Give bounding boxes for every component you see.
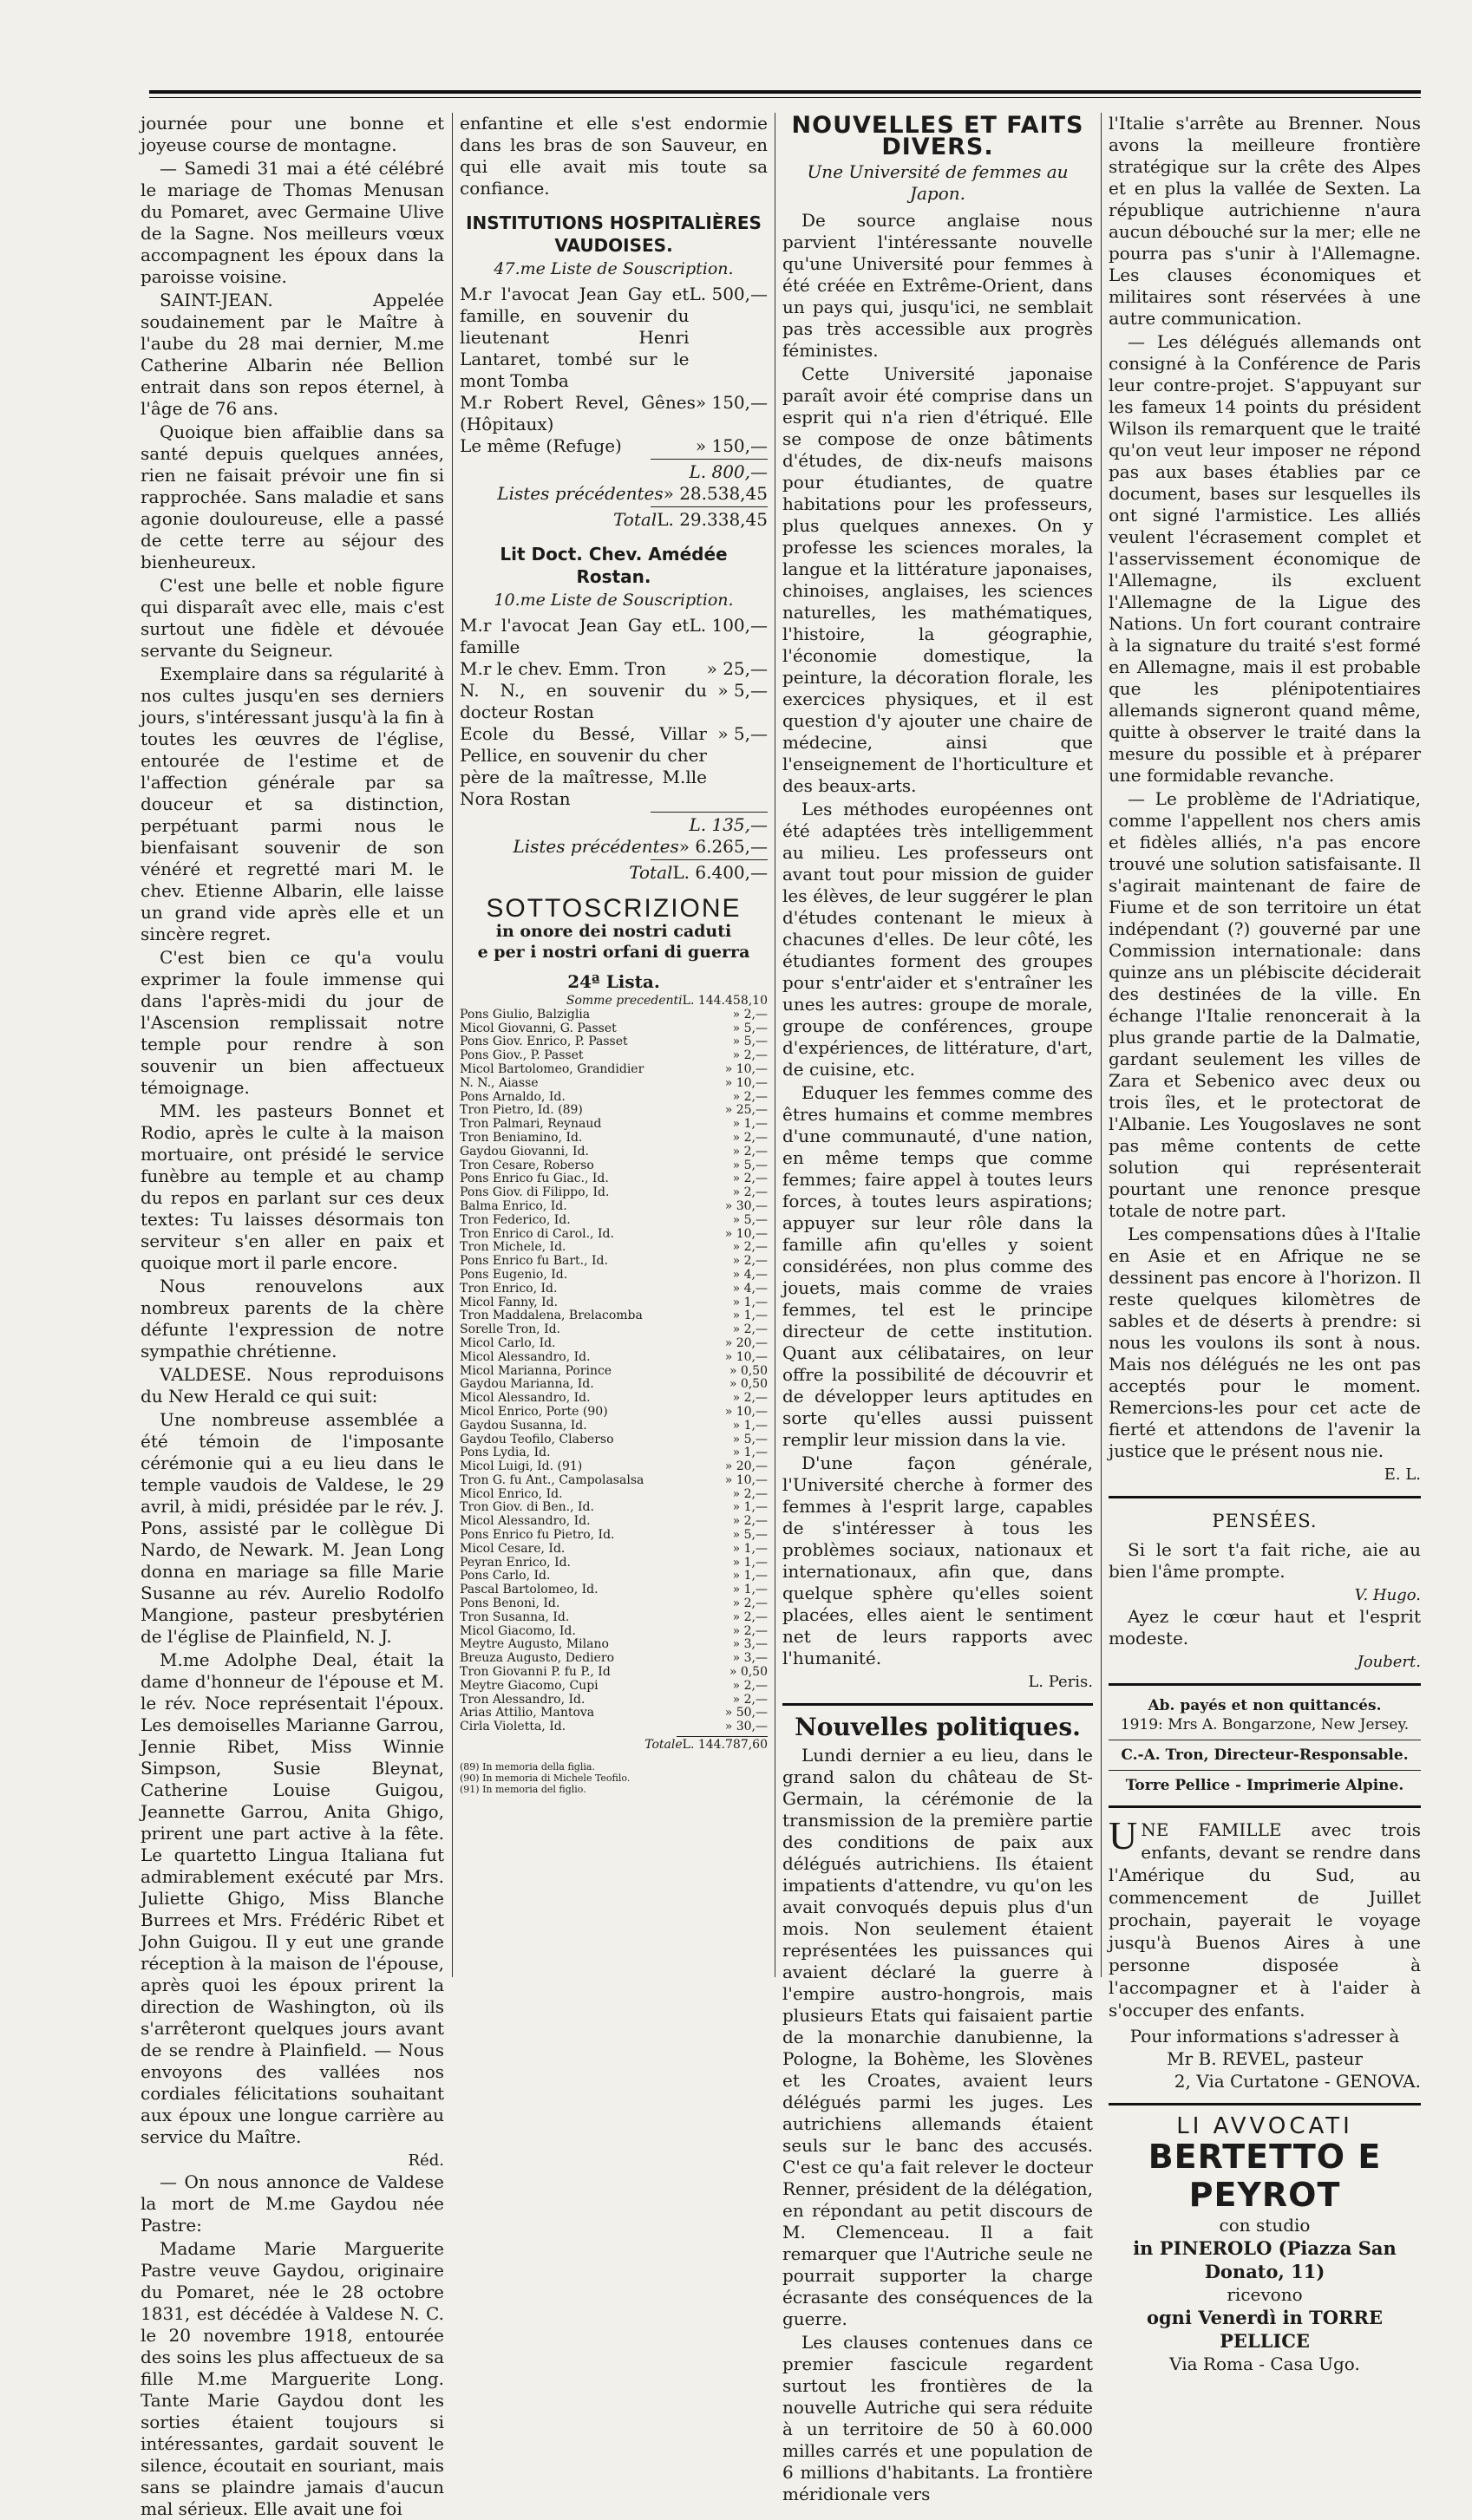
ad-info: Pour informations s'adresser à [1129,2026,1400,2047]
paragraph: VALDESE. Nous reproduisons du New Herald ce qui suit: [141,1364,444,1407]
donor-amount: » 2,— [732,1391,768,1406]
paragraph: D'une façon générale, l'Université cherche à former des femmes à l'esprit large, capables de s'intéresser à tous les problèmes sociaux, nationaux et internationaux, afin que, dans quelque sphère qu'elles soient placées, elles aient le sentiment net de leurs rapports avec l'humanité. [782,1453,1093,1668]
list-item: Le même (Refuge) » 150,— [460,435,768,456]
donor-row [460,1515,768,1529]
donor-name: Micol Luigi, Id. (91) [460,1459,583,1474]
paragraph: Les compensations dûes à l'Italie en Asie et en Afrique ne se dessinent pas encore à l'horizon. Il reste quelques kilomètres de sables et de déserts à prendre: si nous les voulons ils sont à nous. Mais nos délégués ne les ont pas acceptés pour le moment. Remercions-les pour cet acte de fierté et attendons de l'avenir la justice que le présent nous nie. [1109,1224,1421,1461]
section-heading: PENSÉES. [1212,1511,1318,1531]
donor-name: Micol Alessandro, Id. [460,1391,591,1406]
donor-amount: » 2,— [732,1322,768,1337]
donor-row [460,1022,768,1036]
donor-name: Tron Cesare, Roberso [460,1158,594,1172]
donor-row [460,1118,768,1132]
sum-rule [651,859,768,860]
donor-row [460,1460,768,1474]
donor-name: Gaydou Giovanni, Id. [460,1144,589,1159]
donor-amount: » 1,— [732,1295,768,1309]
section-heading: INSTITUTIONS HOSPITALIÈRES VAUDOISES. [466,212,762,256]
previous-sums: Somme precedenti L. 144.458,10 [566,994,768,1008]
donor-name: Pascal Bartolomeo, Id. [460,1583,599,1597]
donor-name: Pons Giov. Enrico, P. Passet [460,1035,628,1049]
donor-row [460,1392,768,1406]
donor-amount: » 1,— [732,1117,768,1132]
donor-name: Tron Michele, Id. [460,1240,566,1255]
donor-name: Pons Giov., P. Passet [460,1048,584,1063]
section-rule [1109,2103,1421,2105]
paragraph: Une nombreuse assemblée a été témoin de l'imposante cérémonie qui a eu lieu dans le temple vaudois de Valdese, le 29 avril, à midi, présidée par le rév. J. Pons, assisté par le collègue Di Nardo, de Newark. M. Jean Long donna en mariage sa fille Marie Susanne au rév. Aurelio Rodolfo Mangione, pasteur presbytérien de l'église de Plainfield, N. J. [141,1409,444,1647]
paragraph: journée pour une bonne et joyeuse course de montagne. [141,113,444,155]
ad-line: Via Roma - Casa Ugo. [1169,2354,1360,2374]
paragraph: enfantine et elle s'est endormie dans les bras de son Sauveur, en qui elle avait mis toute sa confiance. [460,113,768,199]
drop-cap: U [1109,1813,1138,1857]
section-heading: Lit Doct. Chev. Amédée Rostan. [500,544,728,587]
donor-row [460,1228,768,1242]
section-heading: Nouvelles politiques. [795,1713,1081,1741]
donor-name: Arias Attilio, Mantova [460,1706,595,1720]
donor-row [460,1433,768,1447]
donor-name: N. N., Aiasse [460,1075,539,1090]
donor-amount: » 0,50 [729,1665,768,1680]
donor-row [460,1720,768,1734]
paragraph: l'Italie s'arrête au Brenner. Nous avons la meilleure frontière stratégique sur la crête des Alpes et en plus la vallée de Sexten. La république autrichienne n'aura aucun débouché sur la mer; elle ne pourra pas s'unir à l'Allemagne. Les clauses économiques et militaires sont réservées à une autre communication. [1109,113,1421,329]
donor-amount: » 2,— [732,1130,768,1145]
donor-amount: » 1,— [732,1309,768,1323]
sum-rule [677,1736,768,1737]
ad-line: con studio [1219,2215,1311,2236]
paragraph: Quoique bien affaiblie dans sa santé depuis quelques années, rien ne faisait prévoir une fin si rapprochée. Sans maladie et sans agonie douloureuse, elle a passé de cette terre au séjour des bienheureux. [141,421,444,572]
list-subtitle: 10.me Liste de Souscription. [494,591,734,610]
donor-name: Tron G. fu Ant., Campolasalsa [460,1472,644,1487]
donor-amount: » 2,— [732,1623,768,1638]
paragraph: C'est une belle et noble figure qui disparaît avec elle, mais c'est surtout une fidèle et dévouée servante du Seigneur. [141,575,444,661]
paragraph: SAINT-JEAN. Appelée soudainement par le Maître à l'aube du 28 mai dernier, M.me Catherine Albarin née Bellion entrait dans son repos éternel, à l'âge de 76 ans. [141,290,444,419]
donor-row [460,1378,768,1392]
column-4 [1109,113,1421,2374]
donor-amount: » 30,— [724,1198,768,1213]
paragraph: MM. les pasteurs Bonnet et Rodio, après le culte à la maison mortuaire, ont présidé le service funèbre au temple et au champ du repos en parlant sur ces deux textes: Tu laisses désormais ton serviteur s'en aller en paix et quoique mort il parle encore. [141,1100,444,1273]
paragraph: M.me Adolphe Deal, était la dame d'honneur de l'épouse et M. le rév. Noce représentait l'époux. Les demoiselles Marianne Garrou, Jennie Ribet, Miss Winnie Simpson, Susie Bleynat, Catherine Louise Guigou, Jeannette Garrou, Anita Ghigo, prirent une part active à la fête. Le quartetto Lingua Italiana fut admirablement exécuté par Mrs. Juliette Ghigo, Miss Blanche Burrees et Mrs. Frédéric Ribet et John Guigou. Il y eut une grande réception à la maison de l'épouse, après quoi les époux prirent la direction de Washington, où ils s'arrêteront quelques jours avant de se rendre à Plainfield. — Nous envoyons des vallées nos cordiales félicitations souhaitant aux époux une longue carrière au service du Maître. [141,1649,444,2147]
donor-name: Micol Cesare, Id. [460,1541,566,1556]
paragraph: Nous renouvelons aux nombreux parents de la chère défunte l'expression de notre sympathie chrétienne. [141,1276,444,1361]
signature: E. L. [1384,1466,1421,1484]
donor-row [460,1323,768,1337]
list-item: M.r l'avocat Jean Gay et famille L. 100,— [460,615,768,657]
paragraph: C'est bien ce qu'a voulu exprimer la foule immense qui dans l'après-midi du jour de l'Ascension remplissait notre temple pour rendre à son souvenir un bien affectueux témoignage. [141,947,444,1098]
donor-amount: » 2,— [732,1514,768,1529]
donor-name: Pons Lydia, Id. [460,1446,551,1460]
sum-rule [651,506,768,507]
previous-lists: Listes précédentes » 28.538,45 [497,483,768,504]
section-subheading: e per i nostri orfani di guerra [477,943,750,962]
donor-name: Peyran Enrico, Id. [460,1555,572,1570]
donor-name: Pons Giov. di Filippo, Id. [460,1185,610,1200]
donor-name: Micol Fanny, Id. [460,1295,559,1309]
donor-row [460,1446,768,1460]
column-divider [1101,113,1102,1977]
donor-amount: » 1,— [732,1446,768,1460]
donor-amount: » 10,— [724,1404,768,1419]
donor-name: Tron Beniamino, Id. [460,1130,583,1145]
donor-name: Pons Enrico fu Giac., Id. [460,1172,609,1186]
donor-name: Tron Enrico di Carol., Id. [460,1226,614,1241]
donor-amount: » 3,— [732,1637,768,1652]
donor-name: Breuza Augusto, Dediero [460,1651,615,1666]
donor-row [460,1597,768,1611]
footnote: (90) In memoria di Michele Teofilo. [460,1772,631,1784]
previous-lists: Listes précédentes » 6.265,— [513,836,768,857]
paragraph: Les méthodes européennes ont été adaptées très intelligemment au milieu. Les professeurs ont avant tout pour mission de guider les élèves, de leur suggérer le plan d'études contenant le mieux à chacunes d'elles. De leur côté, les étudiantes forment des groupes pour s'entr'aider et s'entraîner les unes les autres: groupe de morale, groupe de conférences, groupe d'expériences, de littérature, d'art, de cuisine, etc. [782,799,1093,1080]
donor-amount: » 2,— [732,1089,768,1104]
donor-name: Tron Palmari, Reynaud [460,1117,602,1132]
section-heading: SOTTOSCRIZIONE [486,894,742,923]
donor-name: Pons Arnaldo, Id. [460,1089,566,1104]
donor-amount: » 10,— [724,1349,768,1364]
donor-name: Tron Alessandro, Id. [460,1692,586,1707]
donor-amount: » 1,— [732,1569,768,1583]
divider [1109,1770,1421,1771]
donor-amount: » 10,— [724,1226,768,1241]
donor-row [460,1241,768,1255]
donor-name: Micol Alessandro, Id. [460,1514,591,1529]
donor-name: Micol Giovanni, G. Passet [460,1021,617,1035]
section-rule [1109,1683,1421,1686]
donor-name: Sorelle Tron, Id. [460,1322,561,1337]
donor-name: Tron Enrico, Id. [460,1281,558,1296]
donor-name: Micol Enrico, Porte (90) [460,1404,608,1419]
column-1 [141,113,444,2519]
donor-row [460,1049,768,1063]
donor-row [460,1474,768,1488]
donor-row [460,1365,768,1379]
director-line: C.-A. Tron, Directeur-Responsable. [1121,1746,1409,1764]
donor-row [460,1529,768,1543]
donor-amount: » 2,— [732,1596,768,1611]
donor-row [460,1611,768,1625]
list-item: Ecole du Bessé, Villar Pellice, en souvenir du cher père de la maîtresse, M.lle Nora Rostan » 5,— [460,723,768,809]
donor-row [460,1543,768,1557]
donor-name: Micol Bartolomeo, Grandidier [460,1061,644,1076]
quote: Ayez le cœur haut et l'esprit modeste. [1109,1606,1421,1648]
donor-list [460,995,768,1753]
signature: L. Peris. [1028,1673,1093,1691]
ad-address: Mr B. REVEL, pasteur [1167,2048,1363,2069]
donor-amount: » 4,— [732,1281,768,1296]
donor-amount: » 2,— [732,1048,768,1063]
donor-row [460,1172,768,1186]
donor-amount: » 5,— [732,1158,768,1172]
donor-amount: » 2,— [732,1144,768,1159]
donor-row [460,1694,768,1707]
donor-amount: » 3,— [732,1651,768,1666]
ad-address: 2, Via Curtatone - GENOVA. [1174,2071,1421,2092]
donor-row [460,1638,768,1652]
sum-value: L. 800,— [689,461,768,482]
list-number: 24ª Lista. [567,971,660,992]
donor-amount: » 1,— [732,1583,768,1597]
donor-amount: » 5,— [732,1528,768,1543]
column-3 [782,112,1093,2504]
paragraph: Eduquer les femmes comme des êtres humains et comme membres d'une communauté, d'une nation, en même temps que comme femmes; faire appel à toutes leurs forces, à toutes leurs aspirations; appuyer sur leur rôle dans la famille afin qu'elles y soient considérées, non plus comme des jouets, mais comme de vraies femmes, tel est le principe directeur de cette institution. Quant aux célibataires, on leur offre la possibilité de découvrir et de développer leurs aptitudes en sorte qu'elles aussi puissent remplir leur mission dans la vie. [782,1082,1093,1450]
paragraph: Exemplaire dans sa régularité à nos cultes jusqu'en ses derniers jours, s'intéressant jusqu'à la fin à toutes les œuvres de l'église, entourée de l'estime et de l'affection générale par sa douceur et sa distinction, perpétuant parmi nous le bienfaisant souvenir de son vénéré et regretté mari M. le chev. Etienne Albarin, elle laisse un grand vide après elle et un sincère regret. [141,663,444,944]
donor-amount: » 50,— [724,1706,768,1720]
donor-row [460,1406,768,1420]
donor-name: Tron Giovanni P. fu P., Id [460,1665,611,1680]
donor-row [460,1488,768,1502]
donor-amount: » 10,— [724,1075,768,1090]
donor-amount: » 30,— [724,1720,768,1734]
donor-row [460,1666,768,1680]
donor-row [460,1625,768,1639]
donor-rows [460,1009,768,1734]
donor-row [460,1200,768,1214]
donor-row [460,1680,768,1694]
donor-amount: » 2,— [732,1240,768,1255]
sum-rule [651,812,768,813]
paragraph: Madame Marie Marguerite Pastre veuve Gaydou, originaire du Pomaret, née le 28 octobre 1831, est décédée à Valdese N. C. le 20 novembre 1918, entourée des soins les plus affectueux de sa fille M.me Marguerite Long. Tante Marie Gaydou dont les sorties étaient toujours si intéressantes, gardait souvent le silence, écoutait en souriant, mais sans se plaindre jamais d'aucun mal sérieux. Elle avait une foi [141,2238,444,2519]
donor-name: Pons Enrico fu Bart., Id. [460,1254,608,1269]
quote-author: V. Hugo. [1354,1586,1421,1604]
donor-name: Gaydou Marianna, Id. [460,1377,594,1392]
footnote: (91) In memoria del figlio. [460,1783,586,1795]
donor-row [460,1309,768,1323]
donor-name: Micol Alessandro, Id. [460,1349,591,1364]
donor-name: Meytre Augusto, Milano [460,1637,609,1652]
donor-row [460,1132,768,1146]
donor-row [460,1583,768,1597]
donor-amount: » 5,— [732,1035,768,1049]
donor-row [460,1351,768,1365]
donor-name: Micol Carlo, Id. [460,1335,556,1350]
donor-row [460,1255,768,1269]
donor-amount: » 2,— [732,1486,768,1501]
donor-name: Micol Marianna, Porince [460,1363,612,1378]
donor-amount: » 1,— [732,1541,768,1556]
donor-row [460,1159,768,1173]
classified-ad [1109,1813,1421,2092]
donor-name: Tron Pietro, Id. (89) [460,1103,583,1118]
donor-row [460,1146,768,1159]
signature: Réd. [408,2151,444,2170]
donor-row [460,1104,768,1118]
donor-name: Micol Enrico, Id. [460,1486,563,1501]
footnote: (89) In memoria della figlia. [460,1760,595,1772]
quote: Si le sort t'a fait riche, aie au bien l'âme prompte. [1109,1539,1421,1582]
article-subtitle: Une Université de femmes au Japon. [807,161,1069,204]
donor-name: Tron Giov. di Ben., Id. [460,1500,594,1515]
section-heading: NOUVELLES ET FAITS DIVERS. [791,112,1084,160]
ad-line: ricevono [1227,2284,1303,2305]
donor-amount: » 0,50 [729,1363,768,1378]
notice-heading: Ab. payés et non quittancés. [1148,1697,1382,1714]
paragraph: — Les délégués allemands ont consigné à la Conférence de Paris leur contre-projet. S'appuyant sur les fameux 14 points du président Wilson ils remarquent que le traité qu'on veut leur imposer ne répond pas aux bases établies par ce document, bases sur lesquelles ils ont signé l'armistice. Les alliés veulent l'écrasement complet et l'asservissement économique de l'Allemagne, ils excluent l'Allemagne de la Ligue des Nations. Un fort courant contraire à la signature du traité s'est formé en Allemagne, mais il est probable que les plénipotentiaires allemands signeront quand même, quitte à observer le traité dans la mesure du possible et à préparer une formidable revanche. [1109,331,1421,786]
donor-row [460,1091,768,1105]
donor-amount: » 5,— [732,1432,768,1446]
paragraph: Lundi dernier a eu lieu, dans le grand salon du château de St-Germain, la cérémonie de la transmission de la première partie des conditions de paix aux délégués autrichiens. Ils étaient impatients d'attendre, vu qu'on les avait convoqués depuis plus d'un mois. Non seulement étaient représentées les puissances qui avaient déclaré la guerre à l'empire austro-hongrois, mais plusieurs Etats qui faisaient partie de la monarchie danubienne, la Pologne, la Bohème, les Slovènes et les Croates, avaient leurs délégués parmi les juges. Les autrichiens allemands étaient seuls sur le banc des accusés. C'est ce qu'a fait relever le docteur Renner, président de la délégation, en répondant au petit discours de M. Clemenceau. Il a fait remarquer que l'Autriche seule ne pourrait supporter la charge écrasante des conséquences de la guerre. [782,1745,1093,2329]
donor-name: Meytre Giacomo, Cupi [460,1678,599,1693]
section-rule [782,1703,1093,1706]
donor-name: Pons Enrico fu Pietro, Id. [460,1528,615,1543]
total-row: Totale L. 144.787,60 [644,1738,768,1753]
donor-name: Pons Giulio, Balziglia [460,1007,591,1022]
donor-row [460,1009,768,1022]
donor-name: Balma Enrico, Id. [460,1198,567,1213]
donor-name: Tron Maddalena, Brelacomba [460,1309,643,1323]
total-row: Total L. 6.400,— [629,862,768,883]
donor-row [460,1035,768,1049]
printer-line: Torre Pellice - Imprimerie Alpine. [1125,1777,1404,1794]
donor-name: Pons Eugenio, Id. [460,1267,568,1282]
donor-name: Pons Carlo, Id. [460,1569,551,1583]
donor-amount: » 2,— [732,1254,768,1269]
donor-row [460,1557,768,1570]
donor-amount: » 10,— [724,1472,768,1487]
notice-line: 1919: Mrs A. Bongarzone, New Jersey. [1120,1716,1410,1733]
paragraph: De source anglaise nous parvient l'intéressante nouvelle qu'une Université pour femmes à été créée en Extrême-Orient, dans un pays qui, jusqu'ici, ne semblait pas très accessible aux progrès féministes. [782,210,1093,361]
footnotes [460,1761,768,1795]
donor-amount: » 2,— [732,1007,768,1022]
donor-amount: » 5,— [732,1021,768,1035]
paragraph: Cette Université japonaise paraît avoir été comprise dans un esprit qui n'a rien d'étriqué. Elle se compose de onze bâtiments d'études, de dix-neufs maisons pour étudiantes, de quatre habitations pour les professeurs, plus quelques annexes. On y professe les sciences morales, la langue et la littérature japonaises, chinoises, anglaises, les sciences naturelles, les mathématiques, l'histoire, la géographie, l'économie domestique, la peinture, la décoration florale, les exercices physiques, et il est question d'y ajouter une chaire de médecine, ainsi que l'enseignement de l'horticulture et des beaux-arts. [782,363,1093,796]
section-rule [1109,1496,1421,1498]
donor-name: Tron Susanna, Id. [460,1609,570,1624]
donor-amount: » 1,— [732,1500,768,1515]
donor-row [460,1652,768,1666]
total-row: Total L. 29.338,45 [613,509,768,530]
donor-row [460,1077,768,1091]
list-subtitle: 47.me Liste de Souscription. [494,259,734,278]
donor-name: Cirla Violetta, Id. [460,1720,566,1734]
ad-firm-name: BERTETTO E PEYROT [1148,2138,1382,2214]
donor-name: Gaydou Teofilo, Claberso [460,1432,614,1446]
donor-amount: » 2,— [732,1185,768,1200]
paragraph: — On nous annonce de Valdese la mort de M.me Gaydou née Pastre: [141,2171,444,2236]
donor-row [460,1570,768,1583]
section-subheading: in onore dei nostri caduti [495,922,732,941]
donor-amount: » 25,— [724,1103,768,1118]
donor-row [460,1186,768,1200]
ad-text: NE FAMILLE avec trois enfants, devant se rendre dans l'Amérique du Sud, au commencement de Juillet prochain, payerait le voyage jusqu'à Buenos Aires à une personne disposée à l'accompagner et à l'aider à s'occuper des enfants. [1109,1819,1421,2021]
list-item: M.r le chev. Emm. Tron » 25,— [460,658,768,679]
donor-name: Gaydou Susanna, Id. [460,1418,587,1433]
donor-row [460,1296,768,1310]
donor-row [460,1214,768,1228]
top-rule-thin [149,97,1421,98]
donor-amount: » 2,— [732,1678,768,1693]
donor-name: Tron Federico, Id. [460,1212,571,1227]
donor-row [460,1420,768,1433]
section-rule [1109,1805,1421,1808]
ad-line: ogni Venerdì in TORRE PELLICE [1146,2307,1384,2352]
column-2 [460,113,768,2107]
donor-amount: » 1,— [732,1555,768,1570]
donor-amount: » 4,— [732,1267,768,1282]
donor-row [460,1063,768,1077]
donor-row [460,1337,768,1351]
paragraph: Les clauses contenues dans ce premier fascicule regardent surtout les frontières de la nouvelle Autriche qui sera réduite à un territoire de 50 à 60.000 milles carrés et une population de 6 millions d'habitants. La frontière méridionale vers [782,2332,1093,2504]
donor-amount: » 2,— [732,1172,768,1186]
donor-amount: » 5,— [732,1212,768,1227]
donor-amount: » 2,— [732,1692,768,1707]
donor-amount: » 20,— [724,1459,768,1474]
ad-line: in PINEROLO (Piazza San Donato, 11) [1133,2237,1397,2282]
donor-name: Pons Benoni, Id. [460,1596,560,1611]
donor-amount: » 20,— [724,1335,768,1350]
donor-amount: » 1,— [732,1418,768,1433]
donor-amount: » 2,— [732,1609,768,1624]
sum-value: L. 135,— [689,814,768,835]
donor-amount: » 10,— [724,1061,768,1076]
donor-row [460,1269,768,1283]
donor-name: Micol Giacomo, Id. [460,1623,576,1638]
top-rule [149,90,1421,94]
ad-heading: LI AVVOCATI [1176,2113,1353,2139]
column-divider [452,113,453,1977]
sum-rule [651,459,768,460]
list-item: N. N., en souvenir du docteur Rostan » 5,— [460,680,768,722]
donor-amount: » 0,50 [729,1377,768,1392]
quote-author: Joubert. [1357,1653,1421,1671]
donor-row [460,1283,768,1296]
paragraph: — Samedi 31 mai a été célébré le mariage de Thomas Menusan du Pomaret, avec Germaine Ulive de la Sagne. Nos meilleurs vœux accompagnent les époux dans la paroisse voisine. [141,158,444,287]
donor-row [460,1501,768,1515]
list-item: M.r l'avocat Jean Gay et famille, en souvenir du lieutenant Henri Lantaret, tombé sur le mont Tomba L. 500,— [460,284,768,391]
paragraph: — Le problème de l'Adriatique, comme l'appellent nos chers amis et fidèles alliés, n'a pas encore trouvé une solution satisfaisante. Il s'agirait maintenant de faire de Fiume et de son territoire un état indépendant (?) gouverné par une Commission internationale: dans quinze ans un plébiscite déciderait des destinées de la ville. En échange l'Italie renoncerait à la plus grande partie de la Dalmatie, gardant seulement les villes de Zara et Sebenico avec deux ou trois îles, et le protectorat de l'Albanie. Les Yougoslaves ne sont pas même contents de cette solution qui représenterait pourtant une renonce presque totale de notre part. [1109,788,1421,1221]
donor-row [460,1707,768,1720]
list-item: M.r Robert Revel, Gênes (Hôpitaux) » 150,— [460,392,768,434]
